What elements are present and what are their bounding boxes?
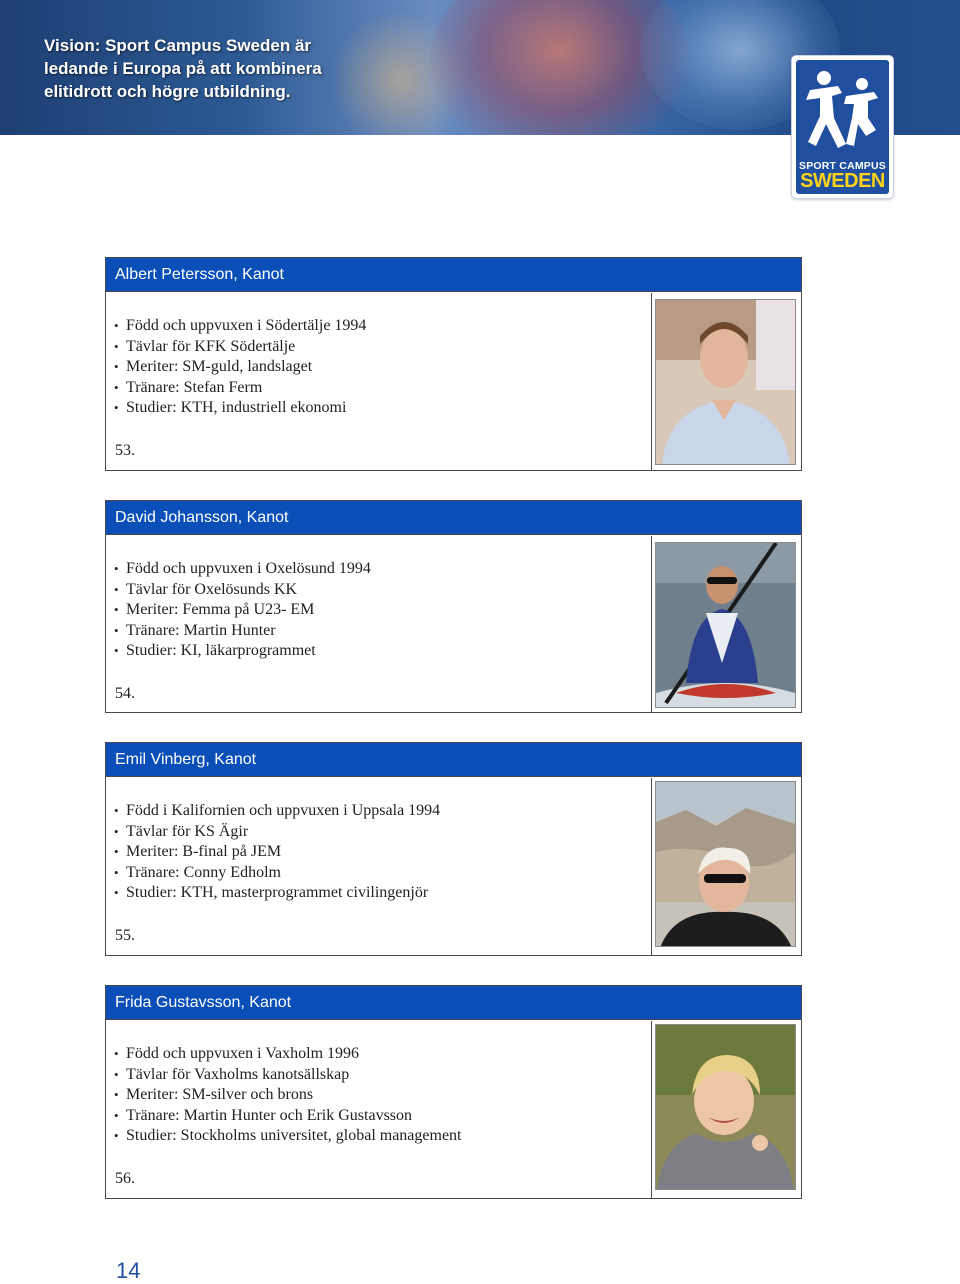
athlete-name: David Johansson, Kanot [115, 509, 289, 526]
detail-item: • Meriter: SM-guld, landslaget [114, 357, 366, 378]
detail-item: • Tävlar för KFK Södertälje [114, 337, 366, 358]
athlete-card [105, 500, 802, 713]
logo-text-bottom: SWEDEN [800, 170, 885, 192]
detail-item: • Studier: KTH, masterprogrammet civilingenjör [114, 883, 440, 904]
detail-item: • Tävlar för KS Ägir [114, 822, 440, 843]
detail-item: • Meriter: SM-silver och brons [114, 1085, 462, 1106]
athlete-details [114, 1044, 462, 1147]
athlete-details [114, 801, 440, 904]
athlete-number: 54. [115, 685, 135, 702]
athlete-photo [655, 781, 796, 947]
athlete-card [105, 985, 802, 1199]
detail-item: • Studier: KTH, industriell ekonomi [114, 398, 366, 419]
athlete-card-header [106, 986, 801, 1020]
athlete-card-header [106, 501, 801, 535]
athlete-card-header [106, 258, 801, 292]
athlete-name: Albert Petersson, Kanot [115, 266, 284, 283]
detail-item: • Född och uppvuxen i Oxelösund 1994 [114, 559, 371, 580]
athletes-figure-icon [802, 66, 883, 160]
vision-statement [44, 34, 322, 103]
athlete-number: 53. [115, 442, 135, 459]
detail-item: • Född och uppvuxen i Södertälje 1994 [114, 316, 366, 337]
athlete-card-header [106, 743, 801, 777]
detail-item: • Meriter: B-final på JEM [114, 842, 440, 863]
athlete-details [114, 559, 371, 662]
detail-item: • Tävlar för Vaxholms kanotsällskap [114, 1065, 462, 1086]
detail-item: • Född i Kalifornien och uppvuxen i Uppsala 1994 [114, 801, 440, 822]
detail-item: • Studier: Stockholms universitet, global management [114, 1126, 462, 1147]
athlete-card [105, 257, 802, 471]
vision-line: ledande i Europa på att kombinera [44, 59, 322, 78]
detail-item: • Tränare: Conny Edholm [114, 863, 440, 884]
logo-text-top: SPORT CAMPUS [799, 160, 886, 172]
detail-item: • Född och uppvuxen i Vaxholm 1996 [114, 1044, 462, 1065]
vision-line: elitidrott och högre utbildning. [44, 82, 291, 101]
detail-item: • Tävlar för Oxelösunds KK [114, 580, 371, 601]
detail-item: • Meriter: Femma på U23- EM [114, 600, 371, 621]
athlete-name: Emil Vinberg, Kanot [115, 751, 257, 768]
page-number: 14 [116, 1258, 141, 1283]
athlete-photo [655, 1024, 796, 1190]
athlete-number: 56. [115, 1170, 135, 1187]
detail-item: • Tränare: Martin Hunter [114, 621, 371, 642]
detail-item: • Tränare: Martin Hunter och Erik Gustavsson [114, 1106, 462, 1127]
athlete-photo [655, 542, 796, 708]
detail-item: • Tränare: Stefan Ferm [114, 378, 366, 399]
athlete-number: 55. [115, 927, 135, 944]
athlete-photo [655, 299, 796, 465]
athlete-details [114, 316, 366, 419]
detail-item: • Studier: KI, läkarprogrammet [114, 641, 371, 662]
vision-line: Vision: Sport Campus Sweden är [44, 36, 312, 55]
sport-campus-logo [792, 56, 893, 198]
athlete-name: Frida Gustavsson, Kanot [115, 994, 292, 1011]
athlete-card [105, 742, 802, 956]
